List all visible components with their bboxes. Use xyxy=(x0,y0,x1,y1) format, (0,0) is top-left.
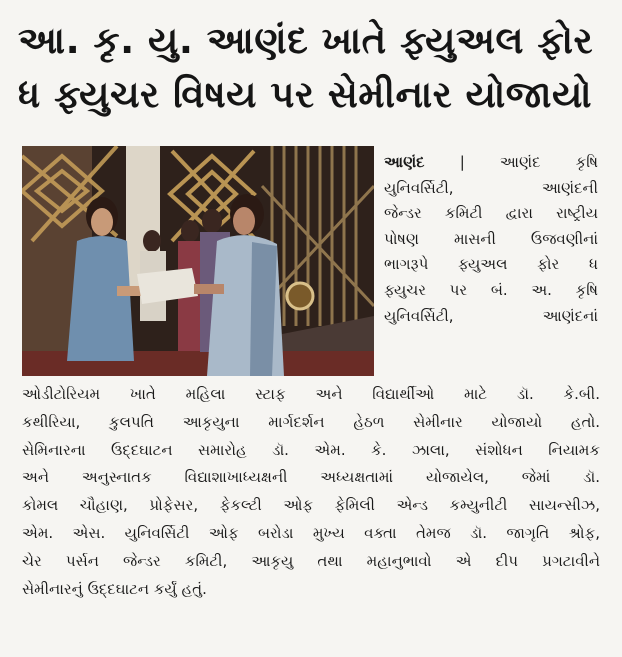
article-line: ફ્યુચર પર બં. અ. કૃષિ xyxy=(384,280,598,299)
article-line: પોષણ માસની ઉજવણીનાં xyxy=(384,229,598,248)
article-line: સેમિનારના ઉદ્દઘાટન સમારોહ ડૉ. એમ. કે. ઝાલા, સંશોધન નિયામક xyxy=(22,440,600,459)
headline-line-1: આ. કૃ. યુ. આણંદ ખાતે ફ્યુઅલ ફોર xyxy=(18,19,594,62)
article-line: યુનિવર્સિટી, આણંદની xyxy=(384,178,598,197)
news-photo-illustration xyxy=(22,146,374,376)
article-side-column xyxy=(384,150,598,329)
article-line xyxy=(384,150,598,176)
article-line: અને અનુસ્નાતક વિદ્યાશાખાધ્યક્ષની અધ્યક્ષતામાં યોજાયેલ, જેમાં ડૉ. xyxy=(22,468,600,487)
article-line: ભાગરૂપે ફ્યુઅલ ફોર ધ xyxy=(384,255,598,274)
article-line: યુનિવર્સિટી, આણંદનાં xyxy=(384,306,598,325)
article-line: ઓડીટોરિયમ ખાતે મહિલા સ્ટાફ અને વિદ્યાર્થીઓ માટે ડૉ. કે.બી. xyxy=(22,385,600,403)
article-line: સેમીનારનું ઉદ્દઘાટન કર્યું હતું. xyxy=(22,579,207,598)
dateline: આણંદ xyxy=(384,153,425,171)
article-line: કથીરિયા, કુલપતિ આકૃયુના માર્ગદર્શન હેઠળ સેમીનાર યોજાયો હતો. xyxy=(22,412,600,431)
article-line: જેન્ડર કમિટી દ્વારા રાષ્ટ્રીય xyxy=(384,204,598,223)
article-line: એમ. એસ. યુનિવર્સિટી ઓફ બરોડા મુખ્ય વક્તા તેમજ ડૉ. જાગૃતિ શ્રોફ, xyxy=(22,523,600,542)
news-photo xyxy=(22,146,374,376)
article-full-column xyxy=(22,381,600,603)
article-line: કોમલ ચૌહાણ, પ્રોફેસર, ફેકલ્ટી ઓફ ફેમિલી એન્ડ કમ્યુનીટી સાયન્સીઝ, xyxy=(22,496,600,515)
article-line: ચેર પર્સન જેન્ડર કમિટી, આકૃયુ તથા મહાનુભાવો એ દીપ પ્રગટાવીને xyxy=(22,551,600,570)
article-text: આણંદ કૃષિ xyxy=(499,153,598,171)
dateline-separator: | xyxy=(459,153,465,171)
headline xyxy=(18,14,608,122)
headline-line-2: ધ ફ્યુચર વિષય પર સેમીનાર યોજાયો xyxy=(18,73,593,116)
